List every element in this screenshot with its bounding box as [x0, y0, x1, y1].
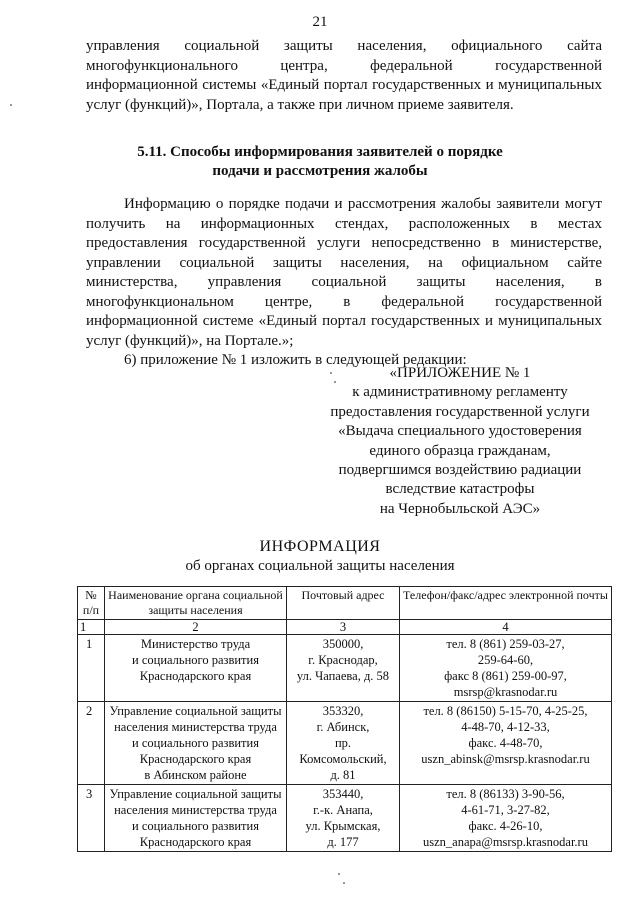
section-line: многофункциональном центре, в федеральной государственной — [86, 293, 602, 310]
section-heading-line: 5.11. Способы информирования заявителей о порядке — [137, 144, 503, 160]
header-cell: Телефон/факс/адрес электронной почты — [400, 587, 612, 620]
header-cell: Наименование органа социальной защиты населения — [105, 587, 287, 620]
org-name-cell-line: населения министерства труда — [114, 720, 277, 734]
contacts-cell-line: тел. 8 (861) 259-03-27, — [446, 637, 565, 651]
contacts-cell-line: uszn_abinsk@msrsp.krasnodar.ru — [421, 752, 590, 766]
scan-speck — [334, 381, 336, 383]
appendix-line: единого образца гражданам, — [369, 442, 551, 459]
scan-speck — [338, 873, 340, 875]
appendix-line: предоставления государственной услуги — [330, 403, 590, 420]
address-cell — [287, 635, 400, 702]
org-name-cell-line: и социального развития — [132, 653, 259, 667]
table-row — [78, 785, 612, 852]
org-name-cell-line: Краснодарского края — [139, 669, 252, 683]
appendix-block — [310, 364, 610, 519]
header-cell: Почтовый адрес — [287, 587, 400, 620]
org-name-cell-line: Краснодарского края — [139, 752, 252, 766]
info-title: ИНФОРМАЦИЯ — [259, 538, 381, 555]
contacts-cell-line: факс. 4-48-70, — [468, 736, 543, 750]
appendix-line: подвергшимся воздействию радиации — [338, 462, 582, 479]
address-cell-line: 353440, — [322, 787, 364, 801]
address-cell-line: пр. — [334, 736, 352, 750]
info-table — [77, 586, 612, 852]
column-number: 1 — [78, 620, 105, 635]
table-row — [78, 635, 612, 702]
contacts-cell-line: факс. 4-26-10, — [468, 819, 543, 833]
address-cell-line: г. Краснодар, — [308, 653, 378, 667]
section-heading — [0, 143, 640, 181]
appendix-line: на Чернобыльской АЭС» — [379, 500, 541, 517]
org-name-cell — [105, 702, 287, 785]
org-name-cell-line: Управление социальной защиты — [109, 704, 282, 718]
contacts-cell-line: тел. 8 (86150) 5-15-70, 4-25-25, — [423, 704, 588, 718]
address-cell — [287, 785, 400, 852]
intro-line: управления социальной защиты населения, официального сайта — [86, 38, 602, 54]
address-cell-line: г.-к. Анапа, — [313, 803, 373, 817]
address-cell-line: 353320, — [322, 704, 364, 718]
intro-line: многофункционального центра, федеральной государственной — [86, 57, 602, 74]
org-name-cell-line: и социального развития — [132, 736, 259, 750]
appendix-line: к административному регламенту — [352, 384, 568, 401]
intro-line: информационной системы «Единый портал государственных и муниципальных — [86, 77, 602, 93]
contacts-cell-line: 4-48-70, 4-12-33, — [461, 720, 550, 734]
table-header-row — [78, 587, 612, 620]
address-cell-line: Комсомольский, — [299, 752, 387, 766]
page-number: 21 — [312, 14, 328, 30]
org-name-cell-line: Управление социальной защиты — [109, 787, 282, 801]
scan-speck — [343, 882, 345, 884]
address-cell-line: д. 81 — [330, 768, 356, 782]
section-line: управлении социальной защиты населения, на официальном сайте — [86, 254, 602, 271]
section-line: Информацию о порядке подачи и рассмотрения жалобы заявители могут — [124, 196, 602, 212]
amendment-line: 6) приложение № 1 изложить в следующей редакции: — [124, 352, 467, 368]
contacts-cell — [400, 635, 612, 702]
row-number-cell: 3 — [78, 785, 105, 852]
contacts-cell-line: 4-61-71, 3-27-82, — [461, 803, 550, 817]
org-name-cell-line: населения министерства труда — [114, 803, 277, 817]
contacts-cell-line: тел. 8 (86133) 3-90-56, — [446, 787, 565, 801]
table-row — [78, 702, 612, 785]
contacts-cell-line: msrsp@krasnodar.ru — [453, 685, 558, 699]
org-name-cell-line: в Абинском районе — [144, 768, 247, 782]
appendix-line: «Выдача специального удостоверения — [338, 423, 582, 440]
row-number-cell: 1 — [78, 635, 105, 702]
intro-paragraph — [86, 37, 602, 115]
org-name-cell — [105, 785, 287, 852]
address-cell-line: ул. Крымская, — [305, 819, 381, 833]
address-cell-line: г. Абинск, — [316, 720, 370, 734]
section-line: информационной системе «Единый портал государственных и муниципальных — [86, 313, 602, 329]
address-cell-line: ул. Чапаева, д. 58 — [296, 669, 390, 683]
section-heading-line: подачи и рассмотрения жалобы — [212, 163, 428, 179]
scan-speck — [10, 104, 12, 106]
contacts-cell — [400, 702, 612, 785]
org-name-cell-line: и социального развития — [132, 819, 259, 833]
org-name-cell — [105, 635, 287, 702]
org-name-cell-line: Краснодарского края — [139, 835, 252, 849]
section-line: предоставления государственной услуги непосредственно в министерстве, — [86, 235, 602, 251]
header-cell: № п/п — [78, 587, 105, 620]
info-subtitle: об органах социальной защиты населения — [185, 558, 455, 574]
column-number: 2 — [105, 620, 287, 635]
section-line: получить на информационных стендах, расположенных в местах — [86, 215, 602, 232]
section-line: услуг (функций)», на Портале.»; — [86, 332, 294, 349]
column-number-row — [78, 620, 612, 635]
appendix-line: «ПРИЛОЖЕНИЕ № 1 — [389, 365, 531, 381]
appendix-line: вследствие катастрофы — [385, 481, 535, 498]
row-number-cell: 2 — [78, 702, 105, 785]
contacts-cell — [400, 785, 612, 852]
section-line: министерства, управления социальной защиты населения, в — [86, 274, 602, 290]
address-cell — [287, 702, 400, 785]
contacts-cell-line: uszn_anapa@msrsp.krasnodar.ru — [423, 835, 588, 849]
table-body — [78, 635, 612, 852]
scan-speck — [330, 372, 332, 374]
section-paragraph — [86, 195, 602, 371]
column-number: 3 — [287, 620, 400, 635]
address-cell-line: д. 177 — [327, 835, 359, 849]
contacts-cell-line: 259-64-60, — [477, 653, 534, 667]
contacts-cell-line: факс 8 (861) 259-00-97, — [444, 669, 567, 683]
column-number: 4 — [400, 620, 612, 635]
address-cell-line: 350000, — [322, 637, 364, 651]
intro-line: услуг (функций)», Портала, а также при личном приеме заявителя. — [86, 96, 514, 113]
org-name-cell-line: Министерство труда — [140, 637, 251, 651]
